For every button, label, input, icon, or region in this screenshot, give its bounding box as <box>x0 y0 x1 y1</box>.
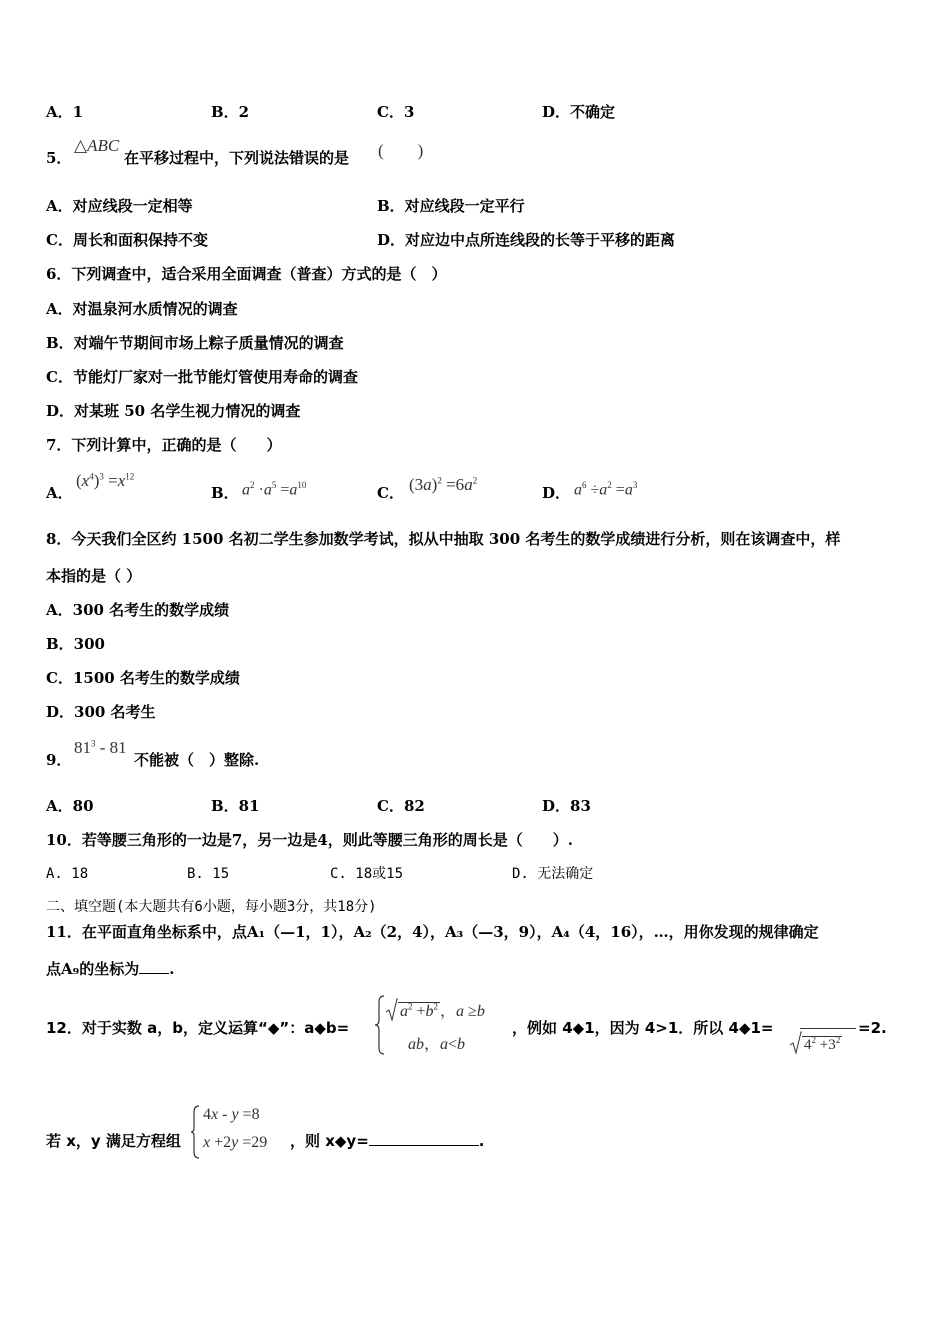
q7-option-a-formula: $(x^4)^3 =x^{12}$ <box>76 471 135 490</box>
q5-option-b: B．对应线段一定平行 <box>377 197 525 215</box>
q7-option-d-label: D． <box>542 484 571 502</box>
q8-option-a: A．300 名考生的数学成绩 <box>46 601 230 619</box>
q12-case-1: $a^2 +b^2$ ，a ≥b <box>386 998 485 1022</box>
q6-option-a: A．对温泉河水质情况的调查 <box>46 300 238 318</box>
q9-stem: 不能被（ ）整除. <box>134 751 260 769</box>
q8-option-b: B．300 <box>46 635 105 653</box>
q7-option-b-formula: $a^2 \cdot a^5 =a^{10}$ <box>242 480 307 499</box>
q12-example-fraction: $4^2 +3^2$ <box>790 1031 842 1055</box>
q7-option-b-label: B． <box>211 484 239 502</box>
q4-option-d: D．不确定 <box>542 103 616 121</box>
q5-option-c: C．周长和面积保持不变 <box>46 231 208 249</box>
q9-option-a: A．80 <box>46 797 94 815</box>
q12-case-2: ab，a<b <box>408 1036 466 1053</box>
q12-line2-post: ，则 x◆y= <box>290 1132 369 1150</box>
q12-line2-pre: 若 x，y 满足方程组 <box>46 1132 181 1150</box>
q12-stem-post: ，例如 4◆1，因为 4>1．所以 4◆1= <box>512 1019 774 1037</box>
q5-stem: 在平移过程中，下列说法错误的是 <box>124 149 350 167</box>
q12-line2-answer <box>290 1131 484 1151</box>
q7-stem: 7．下列计算中，正确的是（ ） <box>46 436 282 454</box>
q9-number: 9． <box>46 751 72 769</box>
sqrt-icon <box>790 1031 802 1055</box>
q9-expression: $81^3 - 81$ <box>74 738 127 757</box>
q10-option-c: C. 18或15 <box>330 866 404 882</box>
sqrt-icon <box>386 998 398 1022</box>
q6-option-c: C．节能灯厂家对一批节能灯管使用寿命的调查 <box>46 368 358 386</box>
q9-option-b: B．81 <box>211 797 260 815</box>
q12-stem-pre: 12．对于实数 a，b，定义运算“◆”：a◆b= <box>46 1019 350 1037</box>
q10-option-b: B. 15 <box>187 866 230 882</box>
q7-option-c-label: C． <box>377 484 404 502</box>
q6-option-d: D．对某班 50 名学生视力情况的调查 <box>46 402 301 420</box>
q12-answer-blank[interactable] <box>369 1145 479 1146</box>
q7-option-a-label: A． <box>46 484 73 502</box>
q10-option-d: D. 无法确定 <box>512 866 594 882</box>
q8-option-d: D．300 名考生 <box>46 703 156 721</box>
q5-option-a: A．对应线段一定相等 <box>46 197 193 215</box>
q9-option-c: C．82 <box>377 797 425 815</box>
q12-equation-2: x +2y =29 <box>203 1134 268 1151</box>
q10-stem: 10．若等腰三角形的一边是7，另一边是4，则此等腰三角形的周长是（ ）. <box>46 831 573 849</box>
q12-piecewise-brace <box>374 994 386 1056</box>
q4-option-c: C．3 <box>377 103 415 121</box>
q12-system-brace <box>190 1104 200 1160</box>
q12-fraction-bar <box>800 1028 856 1029</box>
q7-option-d-formula: $a^6 \div a^2 =a^3$ <box>574 480 638 499</box>
q7-option-c-formula: $(3a)^2 =6a^2$ <box>409 475 478 494</box>
q4-option-b: B．2 <box>211 103 250 121</box>
q8-stem-line1: 8．今天我们全区约 1500 名初二学生参加数学考试，拟从中抽取 300 名考生的数学成绩进行分析，则在该调查中，样 <box>46 530 841 548</box>
q11-line2-end: . <box>169 960 175 978</box>
q5-triangle-abc: △ABC <box>74 136 120 155</box>
q4-option-a: A．1 <box>46 103 84 121</box>
q5-paren: ( ) <box>378 141 424 160</box>
q9-option-d: D．83 <box>542 797 591 815</box>
q6-stem: 6．下列调查中，适合采用全面调查（普查）方式的是（ ） <box>46 265 447 283</box>
q10-option-a: A. 18 <box>46 866 89 882</box>
q8-stem-line2: 本指的是（ ） <box>46 567 142 585</box>
q8-option-c: C．1500 名考生的数学成绩 <box>46 669 240 687</box>
q12-result: =2. <box>858 1019 887 1037</box>
section-2-title: 二、填空题(本大题共有6小题，每小题3分，共18分) <box>46 899 377 915</box>
q11-stem-line2 <box>46 959 174 979</box>
q11-line2-text: 点A₉的坐标为 <box>46 960 140 978</box>
q5-number: 5． <box>46 149 72 167</box>
q12-equation-1: 4x - y =8 <box>203 1106 260 1123</box>
q5-option-d: D．对应边中点所连线段的长等于平移的距离 <box>377 231 676 249</box>
q12-line2-end: . <box>478 1132 485 1150</box>
q11-stem-line1: 11．在平面直角坐标系中，点A₁（—1，1），A₂（2，4），A₃（—3，9），A₄（4，16），…，用你发现的规律确定 <box>46 923 819 941</box>
q6-option-b: B．对端午节期间市场上粽子质量情况的调查 <box>46 334 344 352</box>
q11-answer-blank[interactable] <box>139 973 169 974</box>
